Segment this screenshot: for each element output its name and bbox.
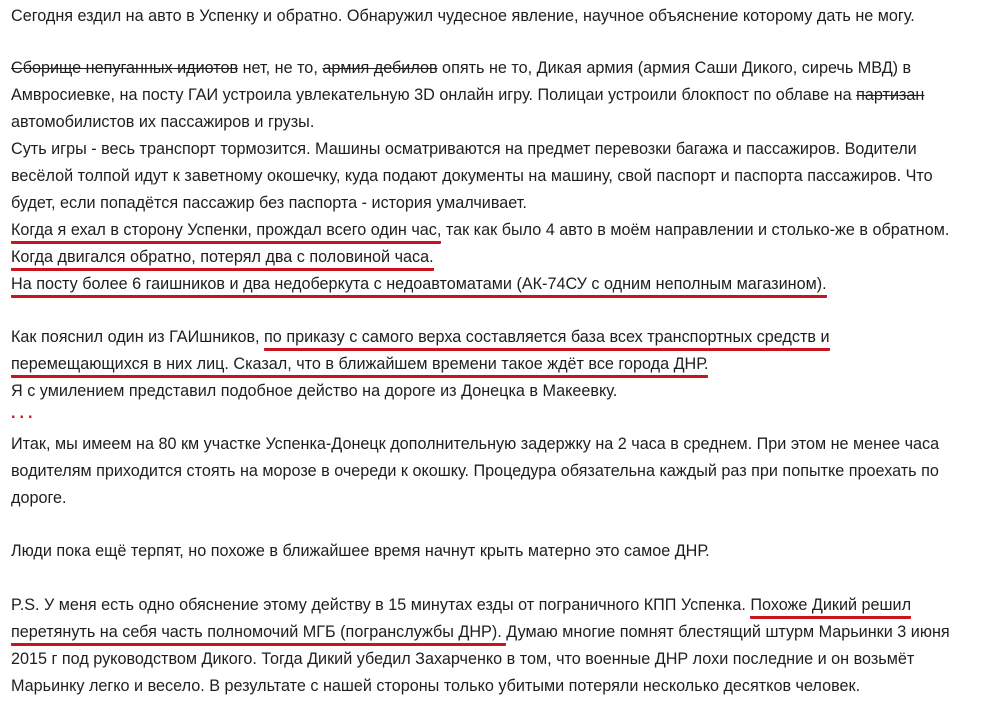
text: Как пояснил один из ГАИшников, bbox=[11, 328, 265, 346]
paragraph-line bbox=[11, 434, 939, 456]
paragraph-line bbox=[11, 676, 860, 698]
text: Марьинку легко и весело. В результате с нашей стороны только убитыми потеряли несколько десятков человек. bbox=[11, 677, 861, 695]
paragraph-line bbox=[11, 622, 950, 644]
strikethrough-text: армия дебилов bbox=[322, 59, 438, 77]
paragraph-line bbox=[11, 541, 710, 563]
strikethrough-text: партизан bbox=[856, 86, 925, 104]
underlined-highlight: На посту более 6 гаишников и два недоберкута с недоавтоматами (АК-74СУ с одним неполным магазином). bbox=[11, 275, 827, 298]
paragraph-intro bbox=[11, 6, 915, 28]
paragraph-line bbox=[11, 488, 67, 510]
paragraph-line bbox=[11, 595, 911, 617]
text: весёлой толпой идут к заветному окошечку, куда подают документы на машину, свой паспорт и паспорта пассажиров. Что bbox=[11, 167, 933, 185]
paragraph-line bbox=[11, 166, 933, 188]
text: будет, если попадётся пассажир без паспорта - история умалчивает. bbox=[11, 194, 527, 212]
paragraph-line bbox=[11, 112, 314, 134]
paragraph-line bbox=[11, 327, 830, 349]
paragraph-line bbox=[11, 139, 917, 161]
text: Сегодня ездил на авто в Успенку и обратно. Обнаружил чудесное явление, научное объяснение которому дать не могу. bbox=[11, 7, 915, 25]
underlined-highlight: Когда я ехал в сторону Успенки, прождал всего один час, bbox=[11, 221, 441, 244]
underlined-highlight: перемещающихся в них лиц. Сказал, что в ближайшем времени такое ждёт все города ДНР. bbox=[11, 355, 708, 378]
paragraph-line bbox=[11, 381, 617, 403]
text: Люди пока ещё терпят, но похоже в ближайшее время начнут крыть матерно это самое ДНР. bbox=[11, 542, 710, 560]
strikethrough-text: Сборище непуганных идиотов bbox=[11, 59, 239, 77]
paragraph-line bbox=[11, 85, 924, 107]
paragraph-line bbox=[11, 274, 827, 296]
underlined-highlight: Похоже Дикий решил bbox=[750, 596, 911, 619]
text: Думаю многие помнят блестящий штурм Марьинки 3 июня bbox=[506, 623, 950, 641]
paragraph-line bbox=[11, 220, 949, 242]
text: Я с умилением представил подобное действо на дороге из Донецка в Макеевку. bbox=[11, 382, 618, 400]
paragraph-line bbox=[11, 247, 434, 269]
underlined-highlight: Когда двигался обратно, потерял два с половиной часа. bbox=[11, 248, 434, 271]
ellipsis-separator bbox=[11, 403, 37, 425]
underlined-highlight: по приказу с самого верха составляется база всех транспортных средств и bbox=[264, 328, 829, 351]
text: 2015 г под руководством Дикого. Тогда Дикий убедил Захарченко в том, что военные ДНР лохи последние и он возьмёт bbox=[11, 650, 915, 668]
paragraph-line bbox=[11, 354, 708, 376]
text: автомобилистов их пассажиров и грузы. bbox=[11, 113, 315, 131]
paragraph-line bbox=[11, 649, 914, 671]
text: Амвросиевке, на посту ГАИ устроила увлекательную 3D онлайн игру. Полицаи устроили блокпост по облаве на bbox=[11, 86, 857, 104]
paragraph-line bbox=[11, 58, 911, 80]
red-dots: ... bbox=[11, 404, 37, 422]
text: нет, не то, bbox=[238, 59, 323, 77]
text: Суть игры - весь транспорт тормозится. Машины осматриваются на предмет перевозки багажа и пассажиров. Водители bbox=[11, 140, 917, 158]
text: опять не то, Дикая армия (армия Саши Дикого, сиречь МВД) в bbox=[437, 59, 912, 77]
underlined-highlight: перетянуть на себя часть полномочий МГБ (погранслужбы ДНР). bbox=[11, 623, 506, 646]
text: так как было 4 авто в моём направлении и столько-же в обратном. bbox=[441, 221, 950, 239]
text: P.S. У меня есть одно обяснение этому действу в 15 минутах езды от пограничного КПП Успенка. bbox=[11, 596, 751, 614]
text: Итак, мы имеем на 80 км участке Успенка-Донецк дополнительную задержку на 2 часа в среднем. При этом не менее часа bbox=[11, 435, 940, 453]
text: водителям приходится стоять на морозе в очереди к окошку. Процедура обязательна каждый раз при попытке проехать по bbox=[11, 462, 939, 480]
paragraph-line bbox=[11, 461, 939, 483]
paragraph-line bbox=[11, 193, 527, 215]
text: дороге. bbox=[11, 489, 67, 507]
